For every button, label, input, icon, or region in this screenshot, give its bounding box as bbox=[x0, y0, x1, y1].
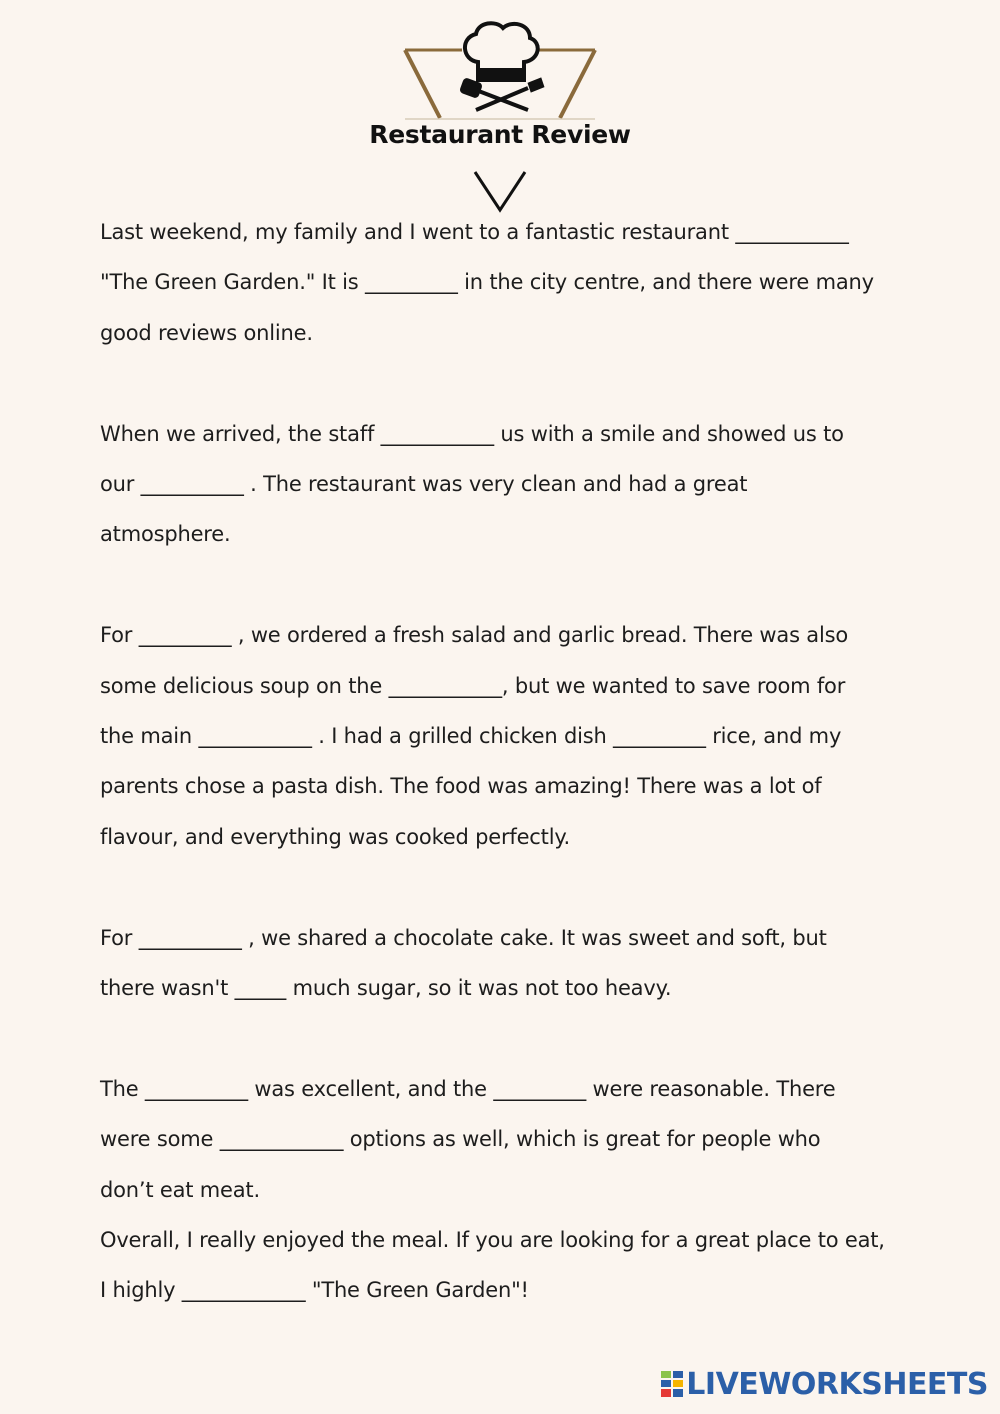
logo-triangle-left bbox=[405, 50, 440, 118]
page-title: Restaurant Review bbox=[369, 120, 631, 149]
text-line: Last weekend, my family and I went to a fantastic restaurant ___________ bbox=[100, 220, 849, 244]
paragraph-3 bbox=[100, 610, 940, 862]
chef-hat-icon bbox=[465, 23, 538, 80]
chef-logo bbox=[0, 0, 1000, 220]
utensils-icon bbox=[461, 80, 542, 110]
paragraph-2 bbox=[100, 409, 940, 560]
brand-name: LIVEWORKSHEETS bbox=[686, 1366, 988, 1402]
logo-triangle-right bbox=[560, 50, 595, 118]
liveworksheets-brand[interactable] bbox=[661, 1364, 988, 1404]
text-line: the main ___________ . I had a grilled chicken dish _________ rice, and my bbox=[100, 724, 842, 749]
text-line: parents chose a pasta dish. The food was amazing! There was a lot of bbox=[100, 774, 822, 799]
text-line: "The Green Garden." It is _________ in the city centre, and there were many bbox=[100, 270, 874, 295]
text-line: some delicious soup on the ___________, but we wanted to save room for bbox=[100, 673, 846, 698]
text-line: Overall, I really enjoyed the meal. If you are looking for a great place to eat, bbox=[100, 1228, 885, 1253]
text-line: flavour, and everything was cooked perfectly. bbox=[100, 824, 571, 849]
text-line: The __________ was excellent, and the _________ were reasonable. There bbox=[100, 1076, 836, 1101]
text-line: atmosphere. bbox=[100, 522, 231, 547]
paragraph-5 bbox=[100, 1064, 940, 1316]
text-line: For _________ , we ordered a fresh salad and garlic bread. There was also bbox=[100, 623, 848, 648]
text-line: our __________ . The restaurant was very clean and had a great bbox=[100, 472, 748, 497]
text-line: I highly ____________ "The Green Garden"! bbox=[100, 1278, 529, 1303]
paragraph-4 bbox=[100, 913, 940, 1014]
review-body bbox=[100, 207, 940, 1316]
text-line: When we arrived, the staff ___________ us with a smile and showed us to bbox=[100, 421, 844, 446]
logo-small-triangle bbox=[475, 172, 525, 210]
text-line: For __________ , we shared a chocolate cake. It was sweet and soft, but bbox=[100, 925, 827, 950]
liveworksheets-logo-icon bbox=[661, 1371, 683, 1397]
paragraph-1 bbox=[100, 207, 940, 358]
text-line: don’t eat meat. bbox=[100, 1177, 260, 1202]
text-line: there wasn't _____ much sugar, so it was not too heavy. bbox=[100, 976, 672, 1001]
text-line: were some ____________ options as well, which is great for people who bbox=[100, 1127, 821, 1152]
text-line: good reviews online. bbox=[100, 320, 313, 345]
